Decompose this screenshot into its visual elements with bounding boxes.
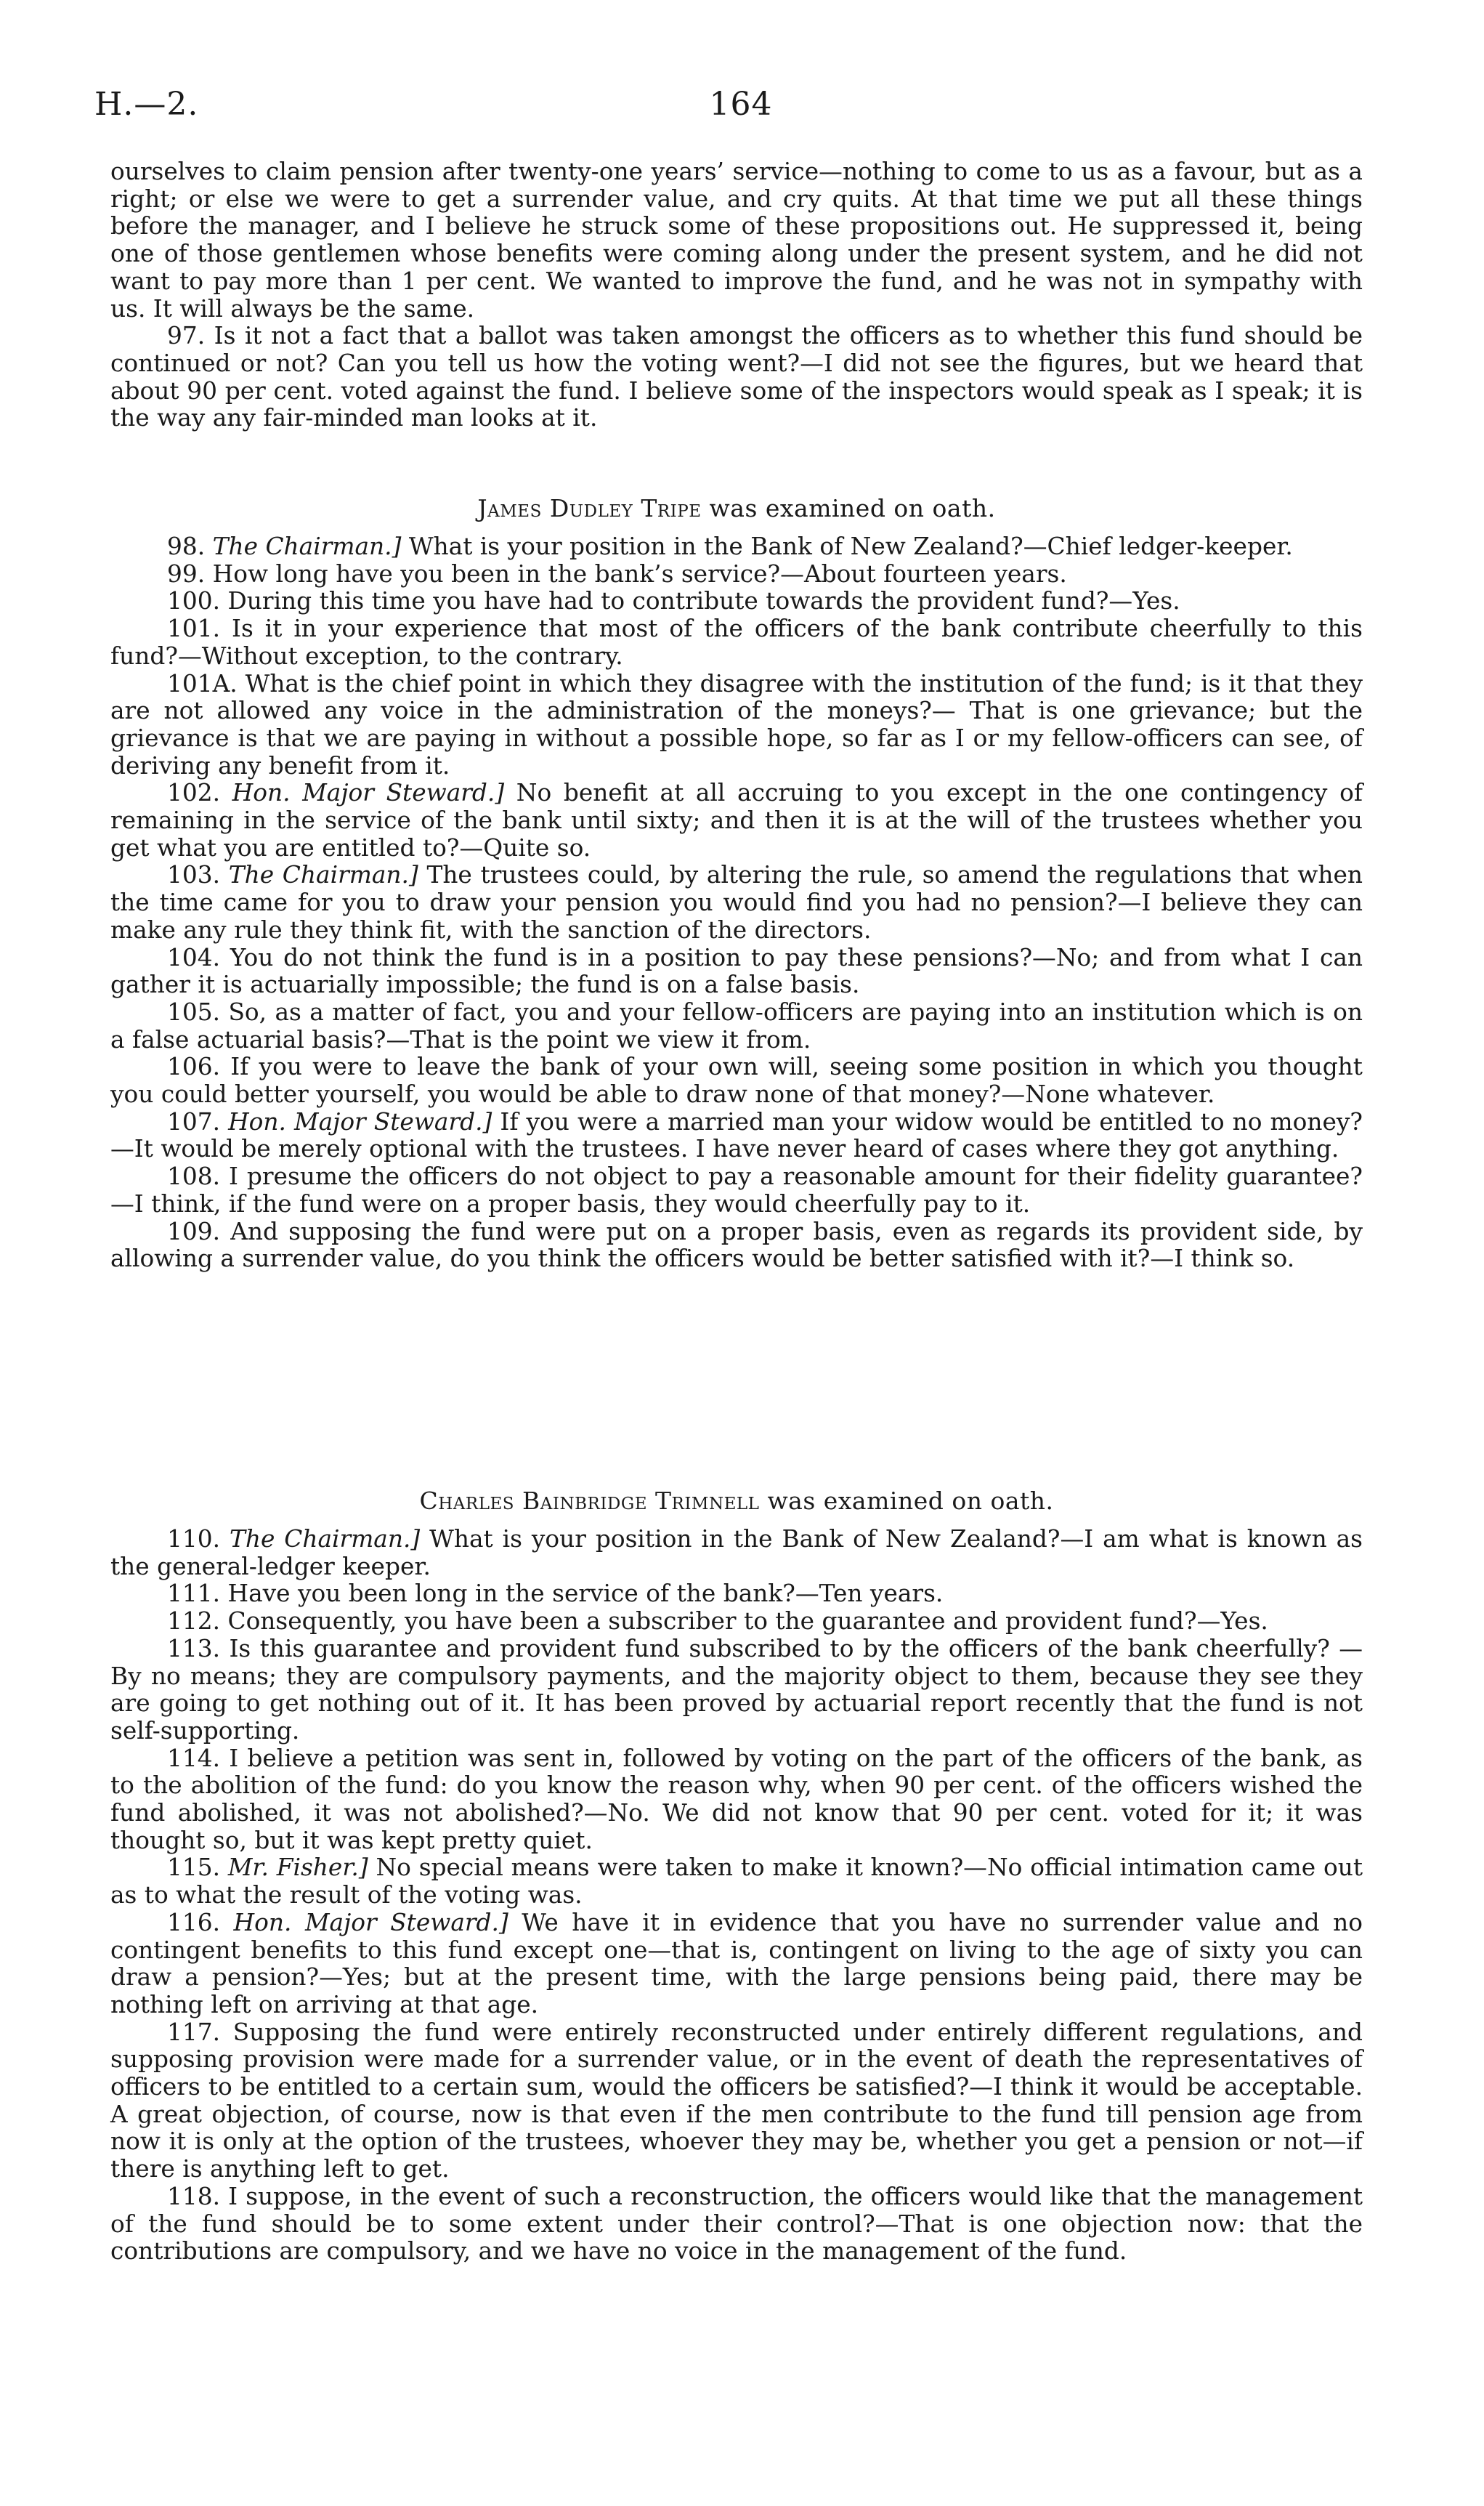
- paragraph-111: 111. Have you been long in the service of the bank?—Ten years.: [167, 1580, 944, 1608]
- page-number: 164: [709, 86, 773, 123]
- heading-rest: was examined on oath.: [709, 494, 996, 522]
- paragraph-108: 108. I presume the officers do not object to pay a reasonable amount for their fidelity guarantee?—I think, if the fund were on a proper basis, they would cheerfully pay to it.: [110, 1163, 1363, 1218]
- speaker: The Chairman.]: [229, 1525, 421, 1553]
- paragraph-106: 106. If you were to leave the bank of your own will, seeing some position in which you thought you could better yourself, you would be able to draw none of that money?—None whatever.: [110, 1053, 1363, 1109]
- paragraph-101a: 101A. What is the chief point in which they disagree with the institution of the fund; is it that they are not allowed any voice in the administration of the moneys?— That is one grievance; but the grievance is that we are paying in without a possible hope, so far as I or my fellow-officers can see, of deriving any benefit from it.: [110, 669, 1363, 780]
- paragraph-110: 110. The Chairman.] What is your position in the Bank of New Zealand?—I am what is known as the general-ledger keeper.: [110, 1525, 1363, 1580]
- document-code: H.—2.: [94, 86, 199, 123]
- speaker: The Chairman.]: [212, 533, 402, 560]
- speaker: The Chairman.]: [228, 861, 418, 889]
- witness-heading-tripe: [110, 494, 1363, 522]
- witness-heading-trimnell: [110, 1487, 1363, 1515]
- paragraph-103: 103. The Chairman.] The trustees could, by altering the rule, so amend the regulations that when the time came for you to draw your pension you would find you had no pension?—I believe they can make any rule they think fit, with the sanction of the directors.: [110, 861, 1363, 944]
- paragraph-114: 114. I believe a petition was sent in, followed by voting on the part of the officers of the bank, as to the abolition of the fund: do you know the reason why, when 90 per cent. of the officers wished the fund abolished, it was not abolished?—No. We did not know that 90 per cent. voted for it; it was thought so, but it was kept pretty quiet.: [110, 1744, 1363, 1854]
- paragraph-116: 116. Hon. Major Steward.] We have it in evidence that you have no surrender value and no contingent benefits to this fund except one—that is, contingent on living to the age of sixty you can draw a pension?—Yes; but at the present time, with the large pensions being paid, there may be nothing left on arriving at that age.: [110, 1908, 1363, 2018]
- paragraph-113: 113. Is this guarantee and provident fund subscribed to by the officers of the bank cheerfully? —By no means; they are compulsory payments, and the majority object to them, because they see they are going to get nothing out of it. It has been proved by actuarial report recently that the fund is not self-supporting.: [110, 1634, 1363, 1745]
- speaker: Hon. Major Steward.]: [228, 1107, 492, 1136]
- witness-name: James Dudley Tripe: [477, 494, 702, 522]
- paragraph-continued: ourselves to claim pension after twenty-one years’ service—nothing to come to us as a favour, but as a right; or else we were to get a surrender value, and cry quits. At that time we put all these things before the manager, and I believe he struck some of these propositions out. He suppressed it, being one of those gentlemen whose benefits were coming along under the present system, and he did not want to pay more than 1 per cent. We wanted to improve the fund, and he was not in sympathy with us. It will always be the same.: [110, 158, 1363, 323]
- testimony-trimnell: [110, 1526, 1363, 2265]
- paragraph-118: 118. I suppose, in the event of such a reconstruction, the officers would like that the management of the fund should be to some extent under their control?—That is one objection now: that the contributions are compulsory, and we have no voice in the management of the fund.: [110, 2182, 1363, 2265]
- paragraph-109: 109. And supposing the fund were put on a proper basis, even as regards its provident side, by allowing a surrender value, do you think the officers would be better satisfied with it?—I think so.: [110, 1217, 1363, 1273]
- paragraph-102: 102. Hon. Major Steward.] No benefit at all accruing to you except in the one contingency of remaining in the service of the bank until sixty; and then it is at the will of the trustees whether you get what you are entitled to?—Quite so.: [110, 779, 1363, 862]
- paragraph-115: 115. Mr. Fisher.] No special means were taken to make it known?—No official intimation came out as to what the result of the voting was.: [110, 1854, 1363, 1909]
- paragraph-99: 99. How long have you been in the bank’s service?—About fourteen years.: [167, 559, 1067, 588]
- speaker: Hon. Major Steward.]: [233, 1908, 508, 1936]
- heading-rest: was examined on oath.: [767, 1487, 1054, 1515]
- paragraph-97: 97. Is it not a fact that a ballot was taken amongst the officers as to whether this fund should be continued or not? Can you tell us how the voting went?—I did not see the figures, but we heard that about 90 per cent. voted against the fund. I believe some of the inspectors would speak as I speak; it is the way any fair-minded man looks at it.: [110, 322, 1363, 432]
- paragraph-98: 98. The Chairman.] What is your position in the Bank of New Zealand?—Chief ledger-keeper.: [167, 533, 1293, 560]
- paragraph-100: 100. During this time you have had to contribute towards the provident fund?—Yes.: [167, 587, 1180, 615]
- paragraph-105: 105. So, as a matter of fact, you and your fellow-officers are paying into an institution which is on a false actuarial basis?—That is the point we view it from.: [110, 998, 1363, 1054]
- speaker: Mr. Fisher.]: [227, 1854, 368, 1882]
- testimony-tripe: [110, 533, 1363, 1273]
- paragraph-107: 107. Hon. Major Steward.] If you were a married man your widow would be entitled to no money?—It would be merely optional with the trustees. I have never heard of cases where they got anything.: [110, 1107, 1363, 1163]
- witness-name: Charles Bainbridge Trimnell: [419, 1487, 760, 1515]
- paragraph-117: 117. Supposing the fund were entirely reconstructed under entirely different regulations, and supposing provision were made for a surrender value, or in the event of death the representatives of officers to be entitled to a certain sum, would the officers be satisfied?—I think it would be acceptable. A great objection, of course, now is that even if the men contribute to the fund till pension age from now it is only at the option of the trustees, whoever they may be, whether you get a pension or not—if there is anything left to get.: [110, 2018, 1363, 2183]
- paragraph-101: 101. Is it in your experience that most of the officers of the bank contribute cheerfully to this fund?—Without exception, to the contrary.: [110, 615, 1363, 670]
- continuation-block: [110, 158, 1363, 432]
- paragraph-104: 104. You do not think the fund is in a position to pay these pensions?—No; and from what I can gather it is actuarially impossible; the fund is on a false basis.: [110, 943, 1363, 999]
- speaker: Hon. Major Steward.]: [232, 779, 505, 807]
- paragraph-112: 112. Consequently, you have been a subscriber to the guarantee and provident fund?—Yes.: [167, 1607, 1268, 1636]
